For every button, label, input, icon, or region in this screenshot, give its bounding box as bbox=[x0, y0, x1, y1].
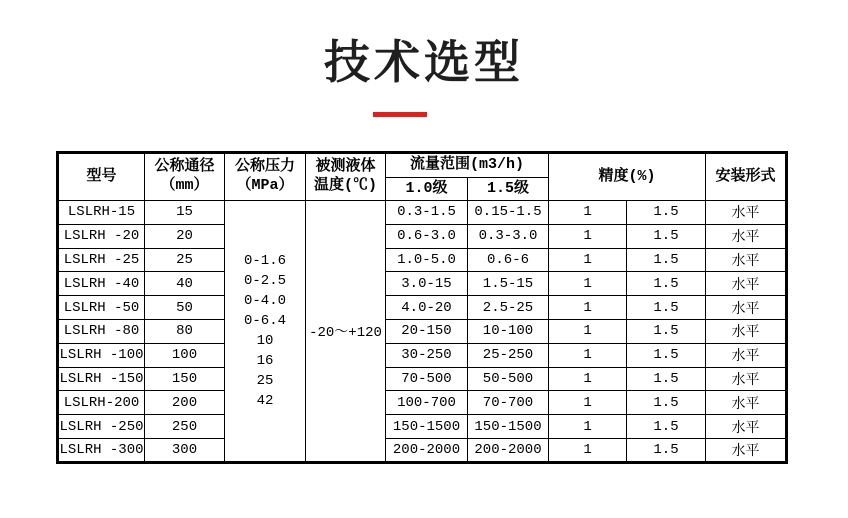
spec-table-body bbox=[58, 201, 787, 463]
model-cell: LSLRH -40 bbox=[58, 272, 145, 296]
install-cell: 水平 bbox=[706, 367, 787, 391]
accuracy-1-5-cell: 1.5 bbox=[627, 391, 706, 415]
col-header-temperature bbox=[306, 153, 386, 201]
accuracy-1-cell: 1 bbox=[549, 415, 627, 439]
col-header-accuracy: 精度(%) bbox=[549, 153, 706, 201]
flow-class-1-0-cell: 150-1500 bbox=[386, 415, 468, 439]
header-row-1 bbox=[58, 153, 787, 178]
accuracy-1-5-cell: 1.5 bbox=[627, 201, 706, 225]
temperature-merged-cell: -20～+120 bbox=[306, 201, 386, 463]
pressure-value: 0-6.4 bbox=[243, 312, 286, 329]
install-cell: 水平 bbox=[706, 343, 787, 367]
pressure-value: 10 bbox=[256, 332, 274, 349]
page bbox=[0, 26, 848, 518]
accuracy-1-cell: 1 bbox=[549, 367, 627, 391]
pressure-value: 0-1.6 bbox=[243, 252, 286, 269]
table-row bbox=[58, 391, 787, 415]
col-header-pressure-line1: 公称压力 bbox=[234, 158, 295, 176]
pressure-value: 0-2.5 bbox=[243, 272, 286, 289]
install-cell: 水平 bbox=[706, 296, 787, 320]
flow-class-1-0-cell: 200-2000 bbox=[386, 438, 468, 462]
flow-class-1-5-cell: 150-1500 bbox=[468, 415, 549, 439]
spec-table bbox=[56, 151, 788, 464]
diameter-cell: 20 bbox=[145, 224, 225, 248]
table-row bbox=[58, 224, 787, 248]
col-header-pressure bbox=[225, 153, 306, 201]
table-row bbox=[58, 343, 787, 367]
install-cell: 水平 bbox=[706, 438, 787, 462]
pressure-value: 16 bbox=[256, 352, 274, 369]
col-header-temperature-line1: 被测液体 bbox=[315, 158, 376, 176]
flow-class-1-5-cell: 0.6-6 bbox=[468, 248, 549, 272]
flow-class-1-5-cell: 70-700 bbox=[468, 391, 549, 415]
flow-class-1-5-cell: 0.15-1.5 bbox=[468, 201, 549, 225]
model-cell: LSLRH-15 bbox=[58, 201, 145, 225]
flow-class-1-5-cell: 200-2000 bbox=[468, 438, 549, 462]
diameter-cell: 80 bbox=[145, 319, 225, 343]
col-header-flow-class-1-5: 1.5级 bbox=[468, 178, 549, 201]
pressure-value: 25 bbox=[256, 372, 274, 389]
title-underline bbox=[373, 112, 427, 117]
flow-class-1-0-cell: 0.6-3.0 bbox=[386, 224, 468, 248]
install-cell: 水平 bbox=[706, 391, 787, 415]
col-header-diameter bbox=[145, 153, 225, 201]
model-cell: LSLRH -80 bbox=[58, 319, 145, 343]
flow-class-1-5-cell: 10-100 bbox=[468, 319, 549, 343]
diameter-cell: 200 bbox=[145, 391, 225, 415]
accuracy-1-5-cell: 1.5 bbox=[627, 343, 706, 367]
col-header-temperature-line2: 温度(℃) bbox=[313, 177, 377, 194]
accuracy-1-5-cell: 1.5 bbox=[627, 367, 706, 391]
table-row bbox=[58, 415, 787, 439]
diameter-cell: 50 bbox=[145, 296, 225, 320]
table-row bbox=[58, 201, 787, 225]
flow-class-1-5-cell: 2.5-25 bbox=[468, 296, 549, 320]
diameter-cell: 100 bbox=[145, 343, 225, 367]
accuracy-1-cell: 1 bbox=[549, 343, 627, 367]
col-header-model: 型号 bbox=[58, 153, 145, 201]
accuracy-1-5-cell: 1.5 bbox=[627, 272, 706, 296]
diameter-cell: 250 bbox=[145, 415, 225, 439]
flow-class-1-0-cell: 20-150 bbox=[386, 319, 468, 343]
diameter-cell: 40 bbox=[145, 272, 225, 296]
install-cell: 水平 bbox=[706, 248, 787, 272]
accuracy-1-5-cell: 1.5 bbox=[627, 438, 706, 462]
accuracy-1-cell: 1 bbox=[549, 248, 627, 272]
diameter-cell: 150 bbox=[145, 367, 225, 391]
accuracy-1-cell: 1 bbox=[549, 319, 627, 343]
col-header-flow-class-1-0: 1.0级 bbox=[386, 178, 468, 201]
accuracy-1-5-cell: 1.5 bbox=[627, 224, 706, 248]
flow-class-1-5-cell: 50-500 bbox=[468, 367, 549, 391]
accuracy-1-5-cell: 1.5 bbox=[627, 248, 706, 272]
model-cell: LSLRH -100 bbox=[58, 343, 145, 367]
col-header-pressure-line2: （MPa） bbox=[236, 177, 294, 194]
install-cell: 水平 bbox=[706, 201, 787, 225]
model-cell: LSLRH -300 bbox=[58, 438, 145, 462]
install-cell: 水平 bbox=[706, 415, 787, 439]
pressure-value: 0-4.0 bbox=[243, 292, 286, 309]
col-header-diameter-line1: 公称通径 bbox=[154, 158, 215, 176]
model-cell: LSLRH -25 bbox=[58, 248, 145, 272]
table-row bbox=[58, 248, 787, 272]
page-title: 技术选型 bbox=[324, 36, 524, 88]
pressure-merged-cell bbox=[225, 201, 306, 463]
accuracy-1-cell: 1 bbox=[549, 224, 627, 248]
table-row bbox=[58, 272, 787, 296]
model-cell: LSLRH -150 bbox=[58, 367, 145, 391]
flow-class-1-5-cell: 0.3-3.0 bbox=[468, 224, 549, 248]
col-header-install: 安装形式 bbox=[706, 153, 787, 201]
diameter-cell: 25 bbox=[145, 248, 225, 272]
install-cell: 水平 bbox=[706, 224, 787, 248]
col-header-diameter-line2: （mm） bbox=[160, 177, 209, 194]
flow-class-1-5-cell: 25-250 bbox=[468, 343, 549, 367]
table-row bbox=[58, 296, 787, 320]
flow-class-1-0-cell: 3.0-15 bbox=[386, 272, 468, 296]
accuracy-1-5-cell: 1.5 bbox=[627, 319, 706, 343]
accuracy-1-5-cell: 1.5 bbox=[627, 415, 706, 439]
diameter-cell: 300 bbox=[145, 438, 225, 462]
flow-class-1-0-cell: 100-700 bbox=[386, 391, 468, 415]
accuracy-1-cell: 1 bbox=[549, 272, 627, 296]
install-cell: 水平 bbox=[706, 319, 787, 343]
flow-class-1-0-cell: 70-500 bbox=[386, 367, 468, 391]
table-row bbox=[58, 367, 787, 391]
accuracy-1-cell: 1 bbox=[549, 201, 627, 225]
model-cell: LSLRH-200 bbox=[58, 391, 145, 415]
flow-class-1-0-cell: 4.0-20 bbox=[386, 296, 468, 320]
model-cell: LSLRH -20 bbox=[58, 224, 145, 248]
accuracy-1-cell: 1 bbox=[549, 391, 627, 415]
accuracy-1-5-cell: 1.5 bbox=[627, 296, 706, 320]
flow-class-1-0-cell: 30-250 bbox=[386, 343, 468, 367]
pressure-value: 42 bbox=[256, 392, 274, 409]
model-cell: LSLRH -250 bbox=[58, 415, 145, 439]
table-row bbox=[58, 438, 787, 462]
flow-class-1-0-cell: 1.0-5.0 bbox=[386, 248, 468, 272]
accuracy-1-cell: 1 bbox=[549, 438, 627, 462]
flow-class-1-5-cell: 1.5-15 bbox=[468, 272, 549, 296]
install-cell: 水平 bbox=[706, 272, 787, 296]
col-header-flow-range: 流量范围(m3/h) bbox=[386, 153, 549, 178]
diameter-cell: 15 bbox=[145, 201, 225, 225]
flow-class-1-0-cell: 0.3-1.5 bbox=[386, 201, 468, 225]
model-cell: LSLRH -50 bbox=[58, 296, 145, 320]
accuracy-1-cell: 1 bbox=[549, 296, 627, 320]
table-row bbox=[58, 319, 787, 343]
